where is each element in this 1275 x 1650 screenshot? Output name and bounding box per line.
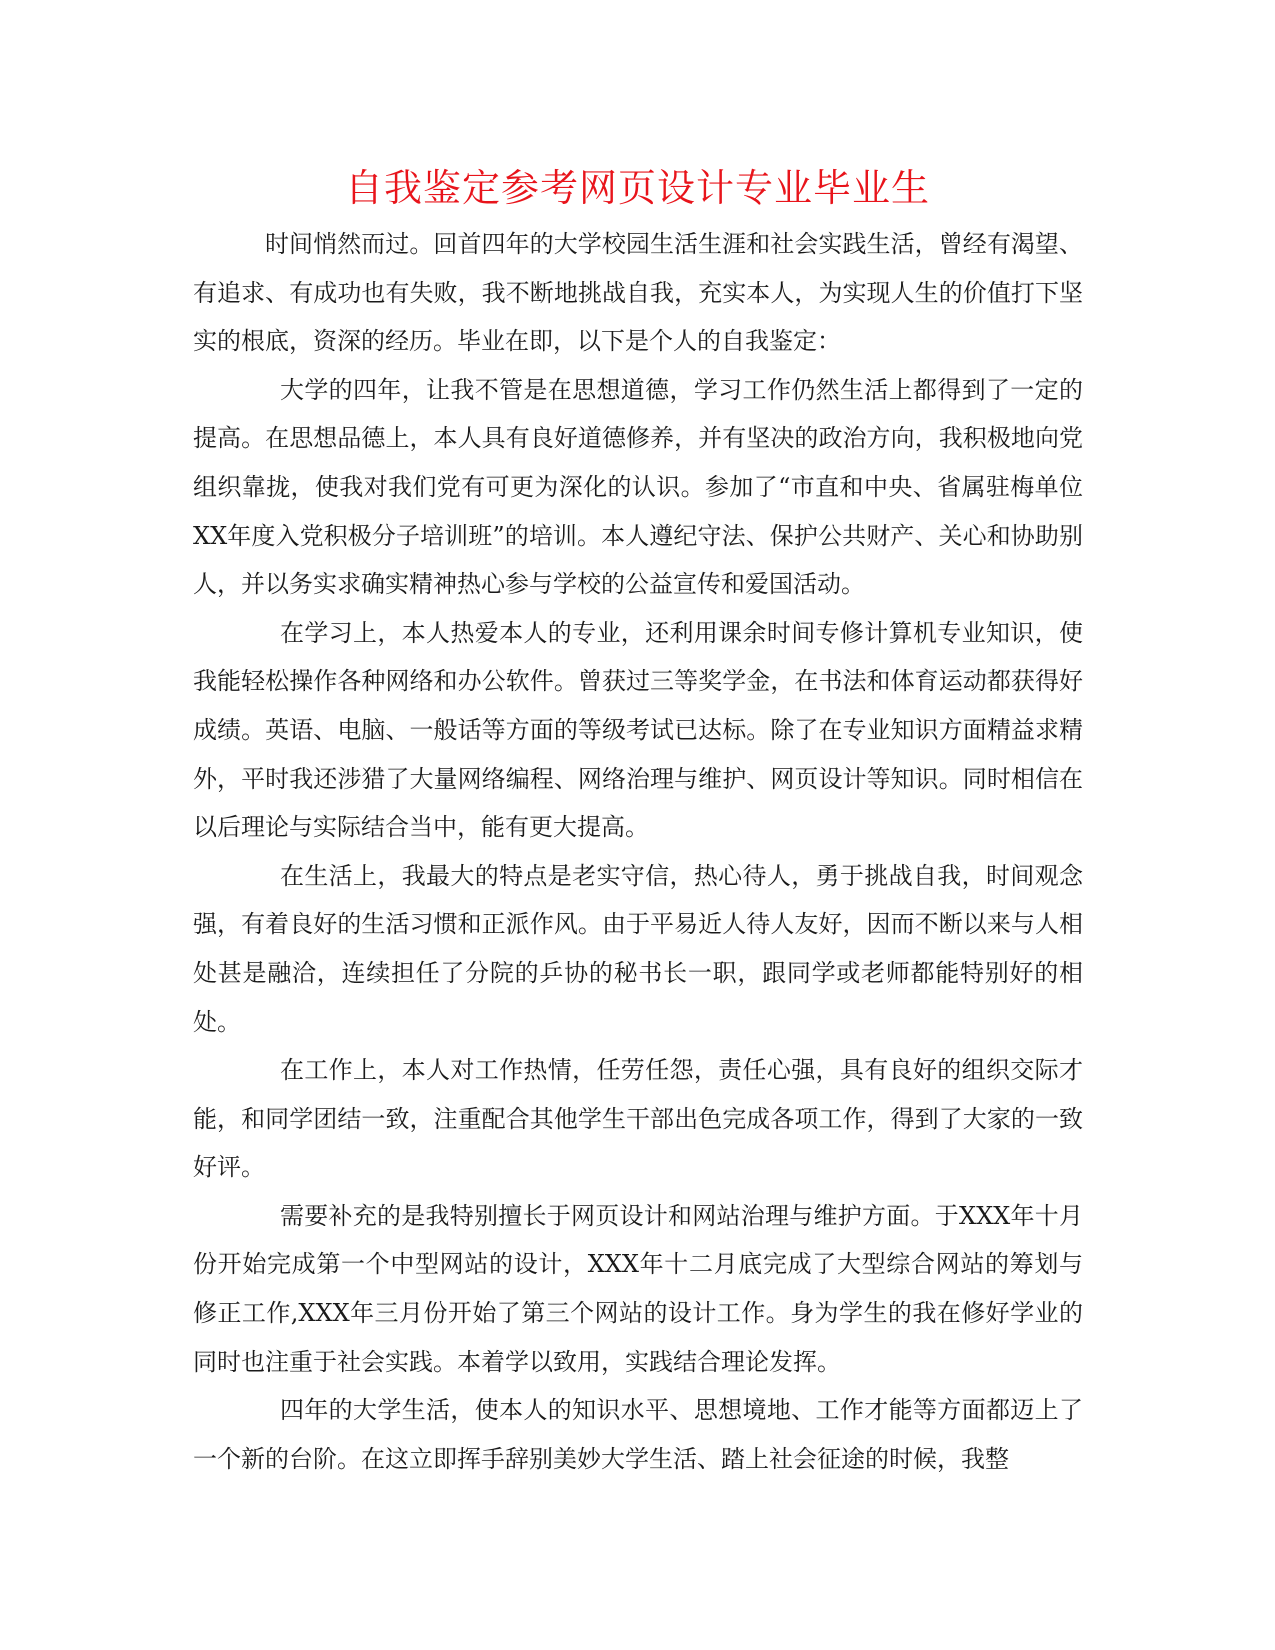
paragraph-conclusion: 四年的大学生活，使本人的知识水平、思想境地、工作才能等方面都迈上了一个新的台阶。在这立即挥手辞别美妙大学生活、踏上社会征途的时候，我整: [193, 1396, 1083, 1473]
paragraph-ideology: 大学的四年，让我不管是在思想道德，学习工作仍然生活上都得到了一定的提高。在思想品德上，本人具有良好道德修养，并有坚决的政治方向，我积极地向党组织靠拢，使我对我们党有可更为深化的认识。参加了“市直和中央、省属驻梅单位XX年度入党积极分子培训班”的培训。本人遵纪守法、保护公共财产、关心和协助别人，并以务实求确实精神热心参与学校的公益宣传和爱国活动。: [193, 375, 1083, 599]
document-body: [193, 220, 1083, 1483]
paragraph-web-design: 需要补充的是我特别擅长于网页设计和网站治理与维护方面。于XXX年十月份开始完成第一个中型网站的设计，XXX年十二月底完成了大型综合网站的筹划与修正工作,XXX年三月份开始了第三个网站的设计工作。身为学生的我在修好学业的同时也注重于社会实践。本着学以致用，实践结合理论发挥。: [193, 1201, 1083, 1376]
paragraph-work: 在工作上，本人对工作热情，任劳任怨，责任心强，具有良好的组织交际才能，和同学团结一致，注重配合其他学生干部出色完成各项工作，得到了大家的一致好评。: [193, 1056, 1083, 1182]
document-title: 自我鉴定参考网页设计专业毕业生: [344, 166, 930, 210]
paragraph-intro: 时间悄然而过。回首四年的大学校园生活生涯和社会实践生活，曾经有渴望、有追求、有成功也有失败，我不断地挑战自我，充实本人，为实现人生的价值打下坚实的根底，资深的经历。毕业在即，以下是个人的自我鉴定：: [193, 230, 1083, 356]
paragraph-life: 在生活上，我最大的特点是老实守信，热心待人，勇于挑战自我，时间观念强，有着良好的生活习惯和正派作风。由于平易近人待人友好，因而不断以来与人相处甚是融洽，连续担任了分院的乒协的秘书长一职，跟同学或老师都能特别好的相处。: [193, 861, 1083, 1036]
paragraph-study: 在学习上，本人热爱本人的专业，还利用课余时间专修计算机专业知识，使我能轻松操作各种网络和办公软件。曾获过三等奖学金，在书法和体育运动都获得好成绩。英语、电脑、一般话等方面的等级考试已达标。除了在专业知识方面精益求精外，平时我还涉猎了大量网络编程、网络治理与维护、网页设计等知识。同时相信在以后理论与实际结合当中，能有更大提高。: [193, 618, 1083, 842]
